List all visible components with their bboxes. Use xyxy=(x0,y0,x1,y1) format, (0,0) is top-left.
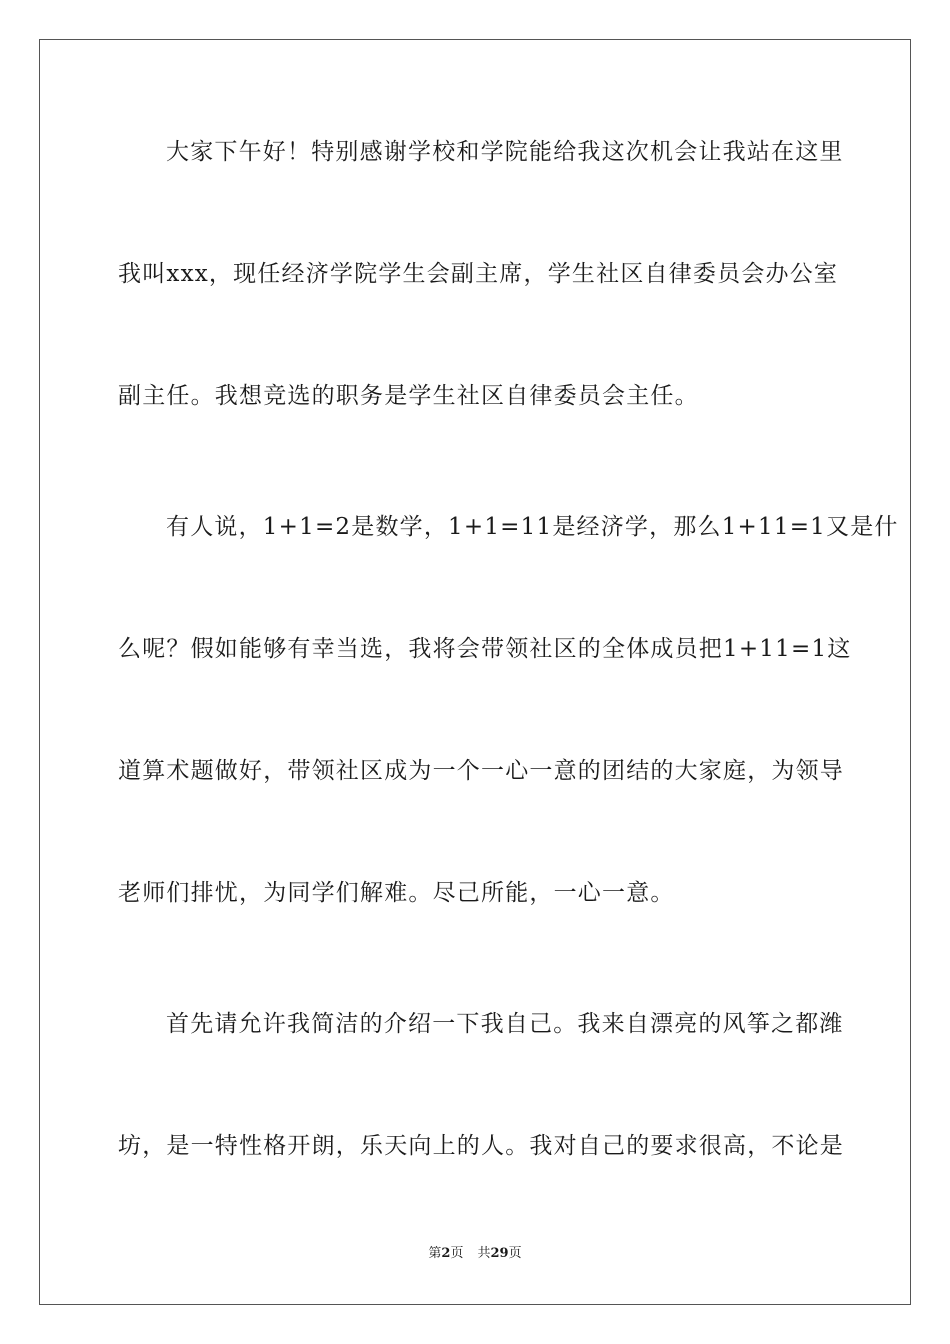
text-line: 么呢？假如能够有幸当选，我将会带领社区的全体成员把1+11=1这 xyxy=(118,636,852,662)
page-border xyxy=(39,39,911,1305)
text-line: 大家下午好！特别感谢学校和学院能给我这次机会让我站在这里 xyxy=(166,139,844,165)
text-line: 道算术题做好，带领社区成为一个一心一意的团结的大家庭，为领导 xyxy=(118,758,844,784)
text-line: 副主任。我想竞选的职务是学生社区自律委员会主任。 xyxy=(118,383,699,409)
footer-total-suffix: 页 xyxy=(508,1246,522,1261)
text-line: 首先请允许我简洁的介绍一下我自己。我来自漂亮的风筝之都潍 xyxy=(166,1011,844,1037)
total-pages-number: 29 xyxy=(490,1246,509,1261)
footer-total-prefix: 共 xyxy=(477,1246,491,1261)
page-footer xyxy=(0,1245,950,1263)
text-line: 我叫xxx，现任经济学院学生会副主席，学生社区自律委员会办公室 xyxy=(118,261,839,287)
footer-page-suffix: 页 xyxy=(450,1246,464,1261)
text-line: 坊，是一特性格开朗，乐天向上的人。我对自己的要求很高，不论是 xyxy=(118,1133,844,1159)
footer-prefix: 第 xyxy=(428,1246,442,1261)
text-line: 老师们排忧，为同学们解难。尽己所能，一心一意。 xyxy=(118,880,675,906)
current-page-number: 2 xyxy=(441,1246,451,1261)
text-line: 有人说，1+1=2是数学，1+1=11是经济学，那么1+11=1又是什 xyxy=(166,514,899,540)
